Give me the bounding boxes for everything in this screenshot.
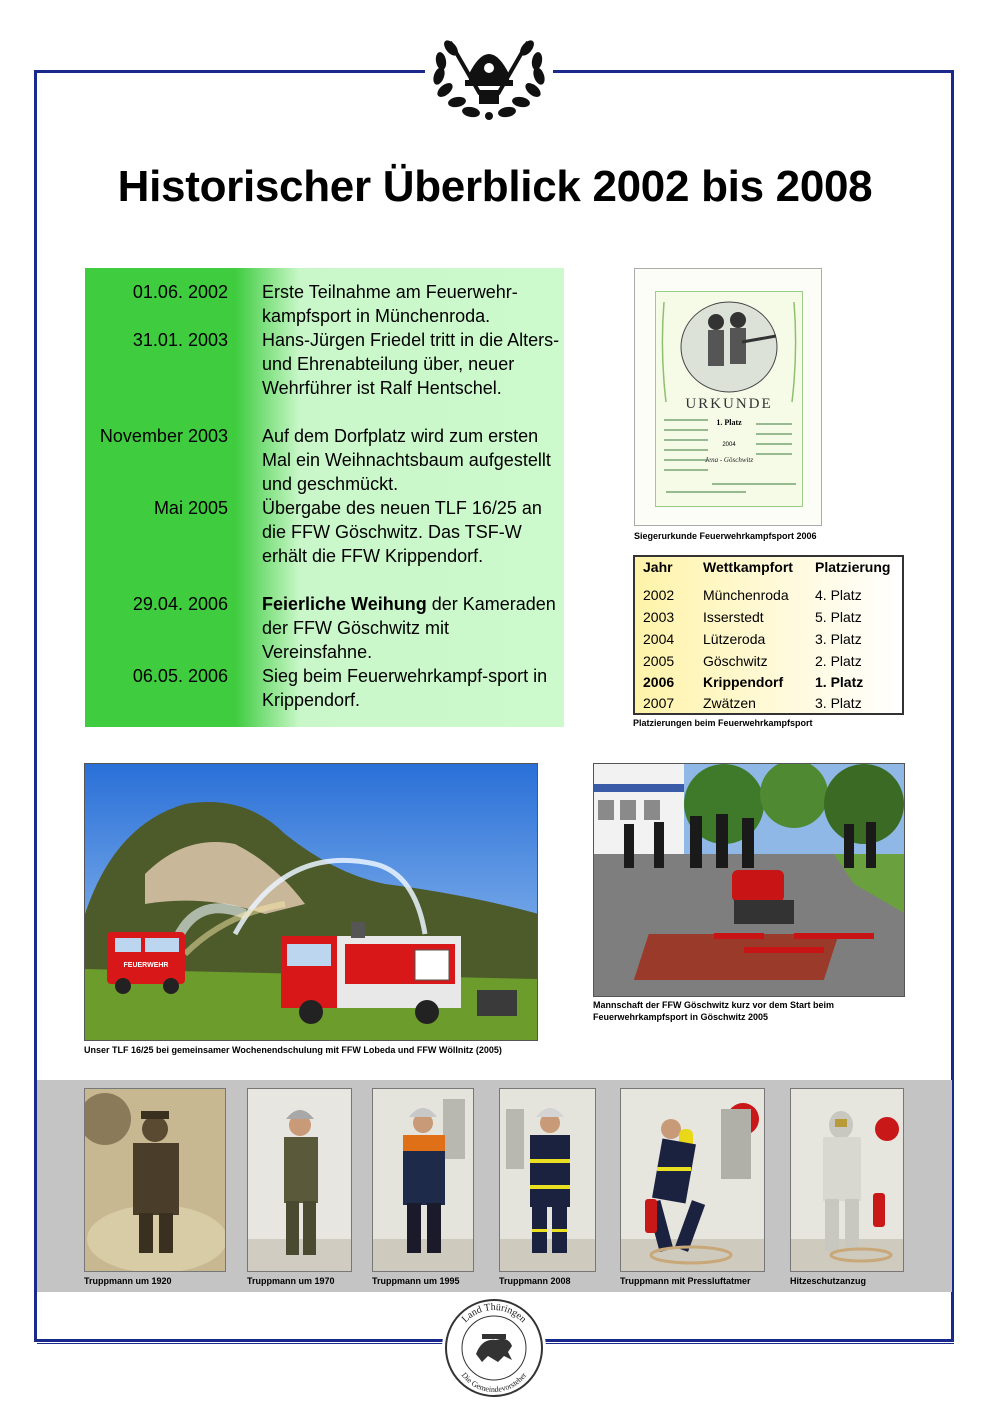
timeline-date: Mai 2005 [153,498,228,518]
table-cell-rank: 2. Platz [815,653,862,669]
fire-brigade-emblem [425,28,553,128]
uniform-photo-1995 [372,1088,474,1272]
timeline-text: Sieg beim Feuerwehrkampf-sport in Krippendorf. [262,666,548,710]
uniform-photo-1920 [84,1088,226,1272]
table-cell-year: 2003 [643,609,675,625]
uniform-photo-heat-protection [790,1088,904,1272]
timeline-date: 06.05. 2006 [132,666,228,686]
table-cell-place: Lützeroda [703,631,766,647]
table-cell-place: Isserstedt [703,609,764,625]
table-cell-year: 2004 [643,631,675,647]
uniform-caption: Truppmann um 1995 [372,1276,460,1286]
timeline-text-rest: der Kameraden der FFW Göschwitz mit Vereinsfahne. [262,594,556,662]
table-cell-place: Münchenroda [703,587,789,603]
table-header-year: Jahr [643,559,673,575]
table-cell-rank: 3. Platz [815,631,862,647]
team-caption-line2: Feuerwehrkampfsport in Göschwitz 2005 [593,1012,769,1022]
table-cell-place: Zwätzen [703,695,756,711]
certificate-image [634,268,822,526]
uniform-caption: Truppmann 2008 [499,1276,571,1286]
timeline-date: 29.04. 2006 [132,594,228,614]
uniform-photo-2008 [499,1088,596,1272]
timeline-date: 01.06. 2002 [132,282,228,302]
timeline-date: November 2003 [99,426,228,446]
table-cell-rank: 3. Platz [815,695,862,711]
table-header-rank: Platzierung [815,559,891,575]
timeline-text: Auf dem Dorfplatz wird zum ersten Mal ein Weihnachtsbaum aufgestellt und geschmückt. [262,426,551,494]
team-caption-line1: Mannschaft der FFW Göschwitz kurz vor dem Start beim [593,1000,835,1010]
timeline-text: Erste Teilnahme am Feuerwehr-kampfsport in Münchenroda. [262,282,518,326]
table-cell-rank: 1. Platz [815,674,864,690]
fire-truck-caption: Unser TLF 16/25 bei gemeinsamer Wochenendschulung mit FFW Lobeda und FFW Wöllnitz (2005) [84,1045,502,1055]
uniform-caption: Hitzeschutzanzug [790,1276,867,1286]
table-cell-place: Göschwitz [703,653,768,669]
timeline-text-bold: Feierliche Weihung [262,594,427,614]
certificate-heading: URKUNDE [685,396,773,412]
certificate-year: 2004 [722,442,736,448]
seal-top-text: Land Thüringen [459,1301,529,1326]
table-cell-year: 2007 [643,695,675,711]
certificate-place: 1. Platz [716,418,742,427]
certificate-team: Jena - Göschwitz [704,456,754,464]
table-cell-year: 2005 [643,653,675,669]
table-header-place: Wettkampfort [703,559,793,575]
timeline-text: Übergabe des neuen TLF 16/25 an die FFW Göschwitz. Das TSF-W erhält die FFW Krippendorf. [262,498,542,566]
seal-bottom-text: Die Gemeindevorsteher [459,1370,529,1395]
uniform-caption: Truppmann um 1920 [84,1276,172,1286]
page-title: Historischer Überblick 2002 bis 2008 [117,162,873,211]
table-cell-place: Krippendorf [703,674,784,690]
certificate-caption: Siegerurkunde Feuerwehrkampfsport 2006 [634,531,817,541]
timeline-panel [85,268,564,727]
table-cell-rank: 5. Platz [815,609,862,625]
table-cell-year: 2002 [643,587,675,603]
timeline-date: 31.01. 2003 [132,330,228,350]
table-cell-year: 2006 [643,674,675,690]
timeline-text [262,592,562,664]
fire-truck-photo [84,763,538,1041]
table-caption: Platzierungen beim Feuerwehrkampfsport [633,718,813,728]
community-seal [442,1296,546,1400]
team-photo [593,763,905,997]
uniform-photo-breathing-apparatus [620,1088,765,1272]
certificate-border [655,291,803,507]
uniform-caption: Truppmann mit Pressluftatmer [620,1276,751,1286]
results-table [633,555,904,715]
uniform-caption: Truppmann um 1970 [247,1276,335,1286]
table-cell-rank: 4. Platz [815,587,862,603]
truck-door-text: FEUERWEHR [123,962,169,969]
timeline-text: Hans-Jürgen Friedel tritt in die Alters- und Ehrenabteilung über, neuer Wehrführer ist Ralf Hentschel. [262,330,560,398]
uniform-photo-1970 [247,1088,352,1272]
